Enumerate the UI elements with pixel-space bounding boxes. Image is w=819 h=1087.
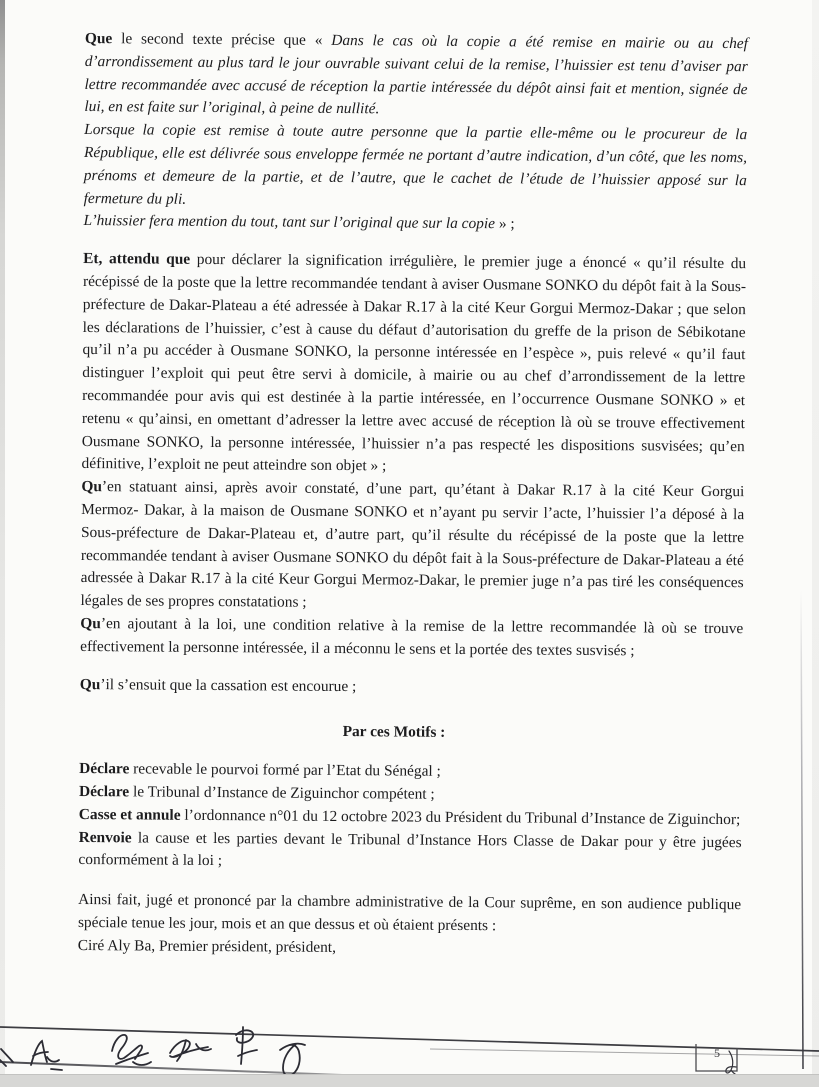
text-run: Qu	[79, 675, 101, 693]
para-huissier-mention	[83, 210, 746, 238]
text-run: Déclare	[78, 782, 130, 801]
para-et-attendu	[81, 248, 746, 481]
text-run: Par ces Motifs :	[342, 723, 446, 742]
text-run: Dans le cas où la copie a été remise en mairie ou au chef d’arrondissement au plus tard le jour ouvrable suivant celui de la remise, l’huissier est tenu d’aviser par lettre recommandée avec accusé de réception la partie intéressée du dépôt ainsi fait et mention, signée de lui, en est faite sur l’original, à peine de nullité.	[84, 31, 748, 118]
scan-edge-right	[812, 0, 819, 1075]
text-run: le Tribunal d’Instance de Ziguinchor compétent ;	[129, 783, 435, 803]
page-number: 5	[714, 1046, 720, 1060]
text-run: Qu	[81, 478, 102, 496]
text-run: » ;	[494, 215, 515, 233]
signature-mark-3	[170, 1040, 211, 1061]
text-run: pour déclarer la signification irrégulière, le premier juge a énoncé « qu’il résulte du récépissé de la poste que la lettre recommandée tendant à aviser Ousmane SONKO du dépôt fait à la Sous-préfecture de Dakar-Plateau a été adressée à Dakar R.17 à la cité Keur Gorgui Mermoz-Dakar ; que selon les déclarations de l’huissier, c’est à cause du défaut d’autorisation du greffe de la prison de Sébikotane qu’il n’a pu accéder à Ousmane SONKO, la personne intéressée en l’espèce », puis relevé « qu’il faut distinguer l’exploit qui peut être servi à domicile, à mairie ou au chef d’arrondissement de la lettre recommandée pour avis qui est destinée à la partie intéressée, en l’occurrence Ousmane SONKO » et retenu « qu’ainsi, en omettant d’adresser la lettre avec accusé de réception là où se trouve effectivement Ousmane SONKO, la personne intéressée, l’huissier n’a pas respecté les dispositions susvisées; qu’en définitive, l’exploit ne peut atteindre son objet » ;	[81, 251, 747, 475]
text-run: ’en ajoutant à la loi, une condition relative à la remise de la lettre recommandée là où se trouve effectivement la personne intéressée, il a méconnu le sens et la portée des textes susvisés ;	[80, 615, 744, 660]
para-second-texte	[84, 28, 748, 124]
para-quen-ajoutant	[80, 613, 743, 664]
text-run: Qu	[80, 614, 101, 633]
para-cire-aly-ba	[78, 935, 741, 963]
text-run: Ainsi fait, jugé et prononcé par la chambre administrative de la Cour suprême, en son audience publique spéciale tenue les jour, mois et an que dessus et où étaient présents :	[77, 891, 742, 935]
page-edge-line-top-double	[430, 1049, 819, 1056]
para-lorsque-copie	[84, 119, 748, 215]
signature-mark-5	[280, 1044, 305, 1076]
signature-mark-4	[236, 1027, 257, 1064]
text-run: ’en statuant ainsi, après avoir constaté, d’une part, qu’étant à Dakar R.17 à la cité Keur Gorgui Mermoz- Dakar, à la maison de Ousmane SONKO et n’ayant pu servir l’acte, l’huissier l’a déposé à la Sous-préfecture de Dakar-Plateau et, d’autre part, qu’il résulte du récépissé de la poste que la lettre recommandée tendant à aviser Ousmane SONKO du dépôt fait à la Sous-préfecture de Dakar-Plateau a été adressée à Dakar R.17 à la cité Keur Gorgui Mermoz-Dakar, le premier juge n’a pas tiré les conséquences légales de ses propres constatations ;	[80, 478, 745, 611]
text-run: la cause et les parties devant le Tribunal d’Instance Hors Classe de Dakar pour y être jugées conformément à la loi ;	[78, 828, 742, 870]
text-run: Renvoie	[78, 828, 132, 846]
text-run: le second texte précise que «	[112, 30, 332, 49]
page-edge-line-top	[0, 1027, 819, 1051]
text-run: Déclare	[79, 760, 130, 778]
para-cassation	[80, 673, 743, 701]
text-run: Lorsque la copie est remise à toute autre personne que la partie elle-même ou le procureur de la République, elle est délivrée sous enveloppe fermée ne portant d’autre indication, d’un côté, que les noms, prénoms et demeure de la partie, et de l’autre, que le cachet de l’étude de l’huissier apposé sur la fermeture du pli.	[83, 121, 748, 208]
text-run: l’ordonnance n°01 du 12 octobre 2023 du Président du Tribunal d’Instance de Ziguinchor;	[180, 806, 741, 828]
text-run: ’il s’ensuit que la cassation est encourue ;	[100, 675, 357, 695]
text-run: recevable le pourvoi formé par l’Etat du Sénégal ;	[129, 760, 441, 780]
text-run: Que	[84, 29, 113, 48]
para-renvoie	[78, 826, 741, 877]
text-run: Et, attendu que	[83, 250, 191, 269]
document-text	[78, 28, 748, 963]
page-edge-line-right	[801, 590, 803, 1069]
heading-par-ces-motifs	[79, 719, 742, 747]
signature-mark-1	[31, 1041, 62, 1070]
scanner-bed-strip	[0, 1074, 819, 1087]
text-run: L’huissier fera mention du tout, tant sur l’original que sur la copie	[83, 212, 496, 233]
para-ainsi-fait	[78, 889, 741, 940]
para-quen-statuant	[80, 476, 744, 618]
scan-edge-left-shadow	[0, 0, 5, 1075]
text-run: Casse et annule	[78, 805, 181, 824]
signature-mark-2	[112, 1035, 151, 1065]
text-run: Ciré Aly Ba, Premier président, président,	[77, 936, 337, 956]
